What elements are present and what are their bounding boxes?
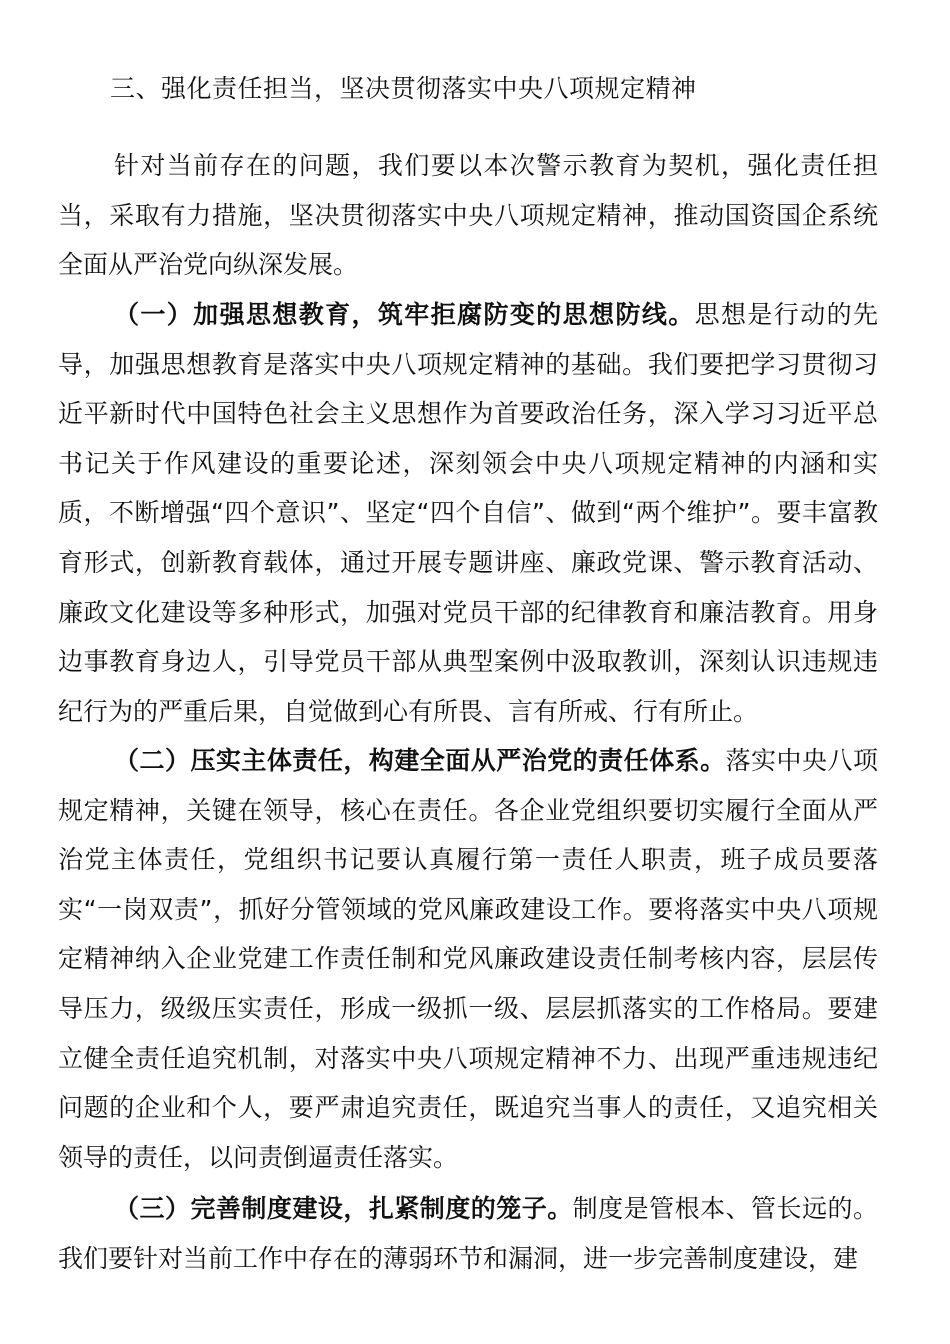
item-three-lead: （三）完善制度建设，扎紧制度的笼子。	[114, 1194, 573, 1223]
intro-paragraph: 针对当前存在的问题，我们要以本次警示教育为契机，强化责任担当，采取有力措施，坚决贯彻落实中央八项规定精神，推动国资国企系统全面从严治党向纵深发展。	[58, 151, 878, 280]
item-three-paragraph	[58, 1184, 878, 1294]
item-two-body: 落实中央八项规定精神，关键在领导，核心在责任。各企业党组织要切实履行全面从严治党主体责任，党组织书记要认真履行第一责任人职责，班子成员要落实“一岗双责”，抓好分管领域的党风廉政建设工作。要将落实中央八项规定精神纳入企业党建工作责任制和党风廉政建设责任制考核内容，层层传导压力，级级压实责任，形成一级抓一级、层层抓落实的工作格局。要建立健全责任追究机制，对落实中央八项规定精神不力、出现严重违规违纪问题的企业和个人，要严肃追究责任，既追究当事人的责任，又追究相关领导的责任，以问责倒逼责任落实。	[58, 746, 878, 1172]
section-heading: 三、强化责任担当，坚决贯彻落实中央八项规定精神	[110, 74, 697, 103]
item-one-paragraph	[58, 290, 878, 736]
item-two-paragraph	[58, 736, 878, 1182]
item-three-body: 制度是管根本、管长远的。我们要针对当前工作中存在的薄弱环节和漏洞，进一步完善制度建设，建	[58, 1194, 878, 1273]
item-two-lead: （二）压实主体责任，构建全面从严治党的责任体系。	[114, 746, 726, 775]
item-one-body: 思想是行动的先导，加强思想教育是落实中央八项规定精神的基础。我们要把学习贯彻习近平新时代中国特色社会主义思想作为首要政治任务，深入学习习近平总书记关于作风建设的重要论述，深刻领会中央八项规定精神的内涵和实质，不断增强“四个意识”、坚定“四个自信”、做到“两个维护”。要丰富教育形式，创新教育载体，通过开展专题讲座、廉政党课、警示教育活动、廉政文化建设等多种形式，加强对党员干部的纪律教育和廉洁教育。用身边事教育身边人，引导党员干部从典型案例中汲取教训，深刻认识违规违纪行为的严重后果，自觉做到心有所畏、言有所戒、行有所止。	[58, 300, 878, 726]
item-one-lead: （一）加强思想教育，筑牢拒腐防变的思想防线。	[114, 300, 695, 329]
